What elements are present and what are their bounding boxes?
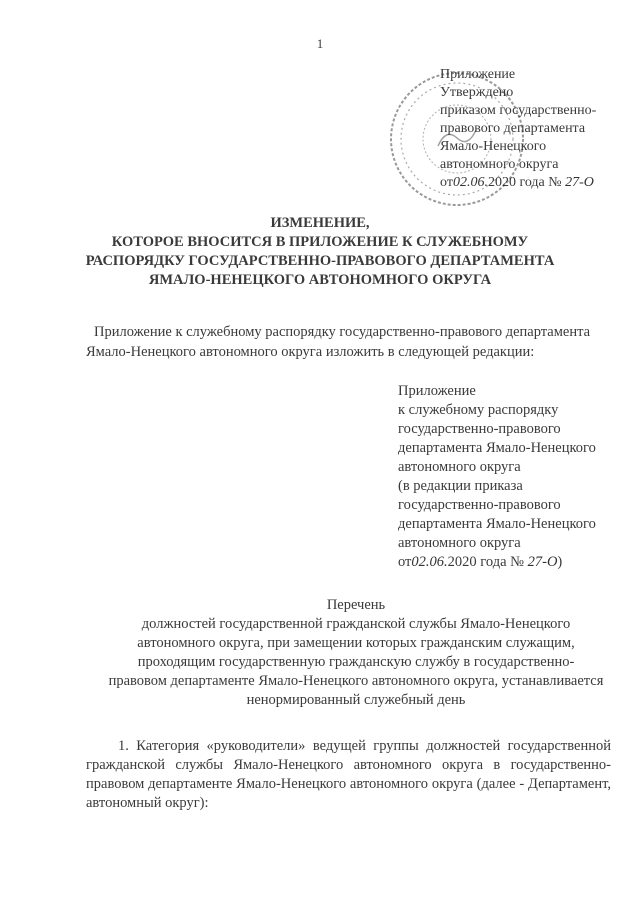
appendix-line: к служебному распорядку — [398, 402, 559, 418]
list-item-1: 1. Категория «руководители» ведущей группы должностей государственной гражданской службы Ямало-Ненецкого автономного округа в государственно-правовом департаменте Ямало-Ненецкого автономного округа (далее - Департамент, автономный округ): — [86, 738, 611, 811]
approval-line: автономного округа — [440, 157, 559, 172]
appendix-line: Приложение — [398, 383, 476, 399]
handwritten-number: 27-О — [527, 554, 558, 570]
appendix-line: департамента Ямало-Ненецкого — [398, 516, 596, 532]
approval-line: приказом государственно- — [440, 103, 597, 118]
list-title-line: Перечень — [326, 597, 386, 613]
handwritten-date: 02.06. — [411, 554, 448, 570]
approval-line: правового департамента — [440, 121, 586, 136]
handwritten-number: 27-О — [565, 175, 594, 190]
approval-line: Утверждено — [440, 85, 514, 100]
intro-paragraph: Приложение к служебному распорядку государственно-правового департамента Ямало-Ненецкого автономного округа изложить в следующей редакции: — [86, 324, 591, 360]
title-line: ИЗМЕНЕНИЕ, — [270, 215, 370, 231]
approval-block — [440, 66, 635, 192]
appendix-line: автономного округа — [398, 535, 521, 551]
document-title — [0, 214, 640, 290]
list-title-line: правовом департаменте Ямало-Ненецкого автономного округа, устанавливается — [108, 673, 604, 689]
page-number: 1 — [316, 36, 324, 51]
approval-line: Приложение — [440, 67, 516, 82]
appendix-line: департамента Ямало-Ненецкого — [398, 440, 596, 456]
title-line: ЯМАЛО-НЕНЕЦКОГО АВТОНОМНОГО ОКРУГА — [148, 272, 492, 288]
list-title-line: автономного округа, при замещении которых гражданским служащим, — [137, 635, 575, 651]
list-title-line: ненормированный служебный день — [246, 692, 466, 708]
appendix-line: (в редакции приказа — [398, 478, 523, 494]
approval-date: от02.06.2020 года № 27-О — [440, 175, 594, 190]
appendix-block — [398, 382, 628, 572]
appendix-line: государственно-правового — [398, 497, 561, 513]
title-line: РАСПОРЯДКУ ГОСУДАРСТВЕННО-ПРАВОВОГО ДЕПАРТАМЕНТА — [85, 253, 555, 269]
list-title-line: проходящим государственную гражданскую службу в государственно- — [137, 654, 575, 670]
list-title — [86, 596, 626, 710]
handwritten-date: 02.06. — [452, 175, 488, 190]
appendix-date: от02.06.2020 года № 27-О) — [398, 554, 563, 570]
appendix-line: государственно-правового — [398, 421, 561, 437]
title-line: КОТОРОЕ ВНОСИТСЯ В ПРИЛОЖЕНИЕ К СЛУЖЕБНОМУ — [111, 234, 529, 250]
approval-line: Ямало-Ненецкого — [440, 139, 547, 154]
list-title-line: должностей государственной гражданской службы Ямало-Ненецкого — [141, 616, 571, 632]
appendix-line: автономного округа — [398, 459, 521, 475]
